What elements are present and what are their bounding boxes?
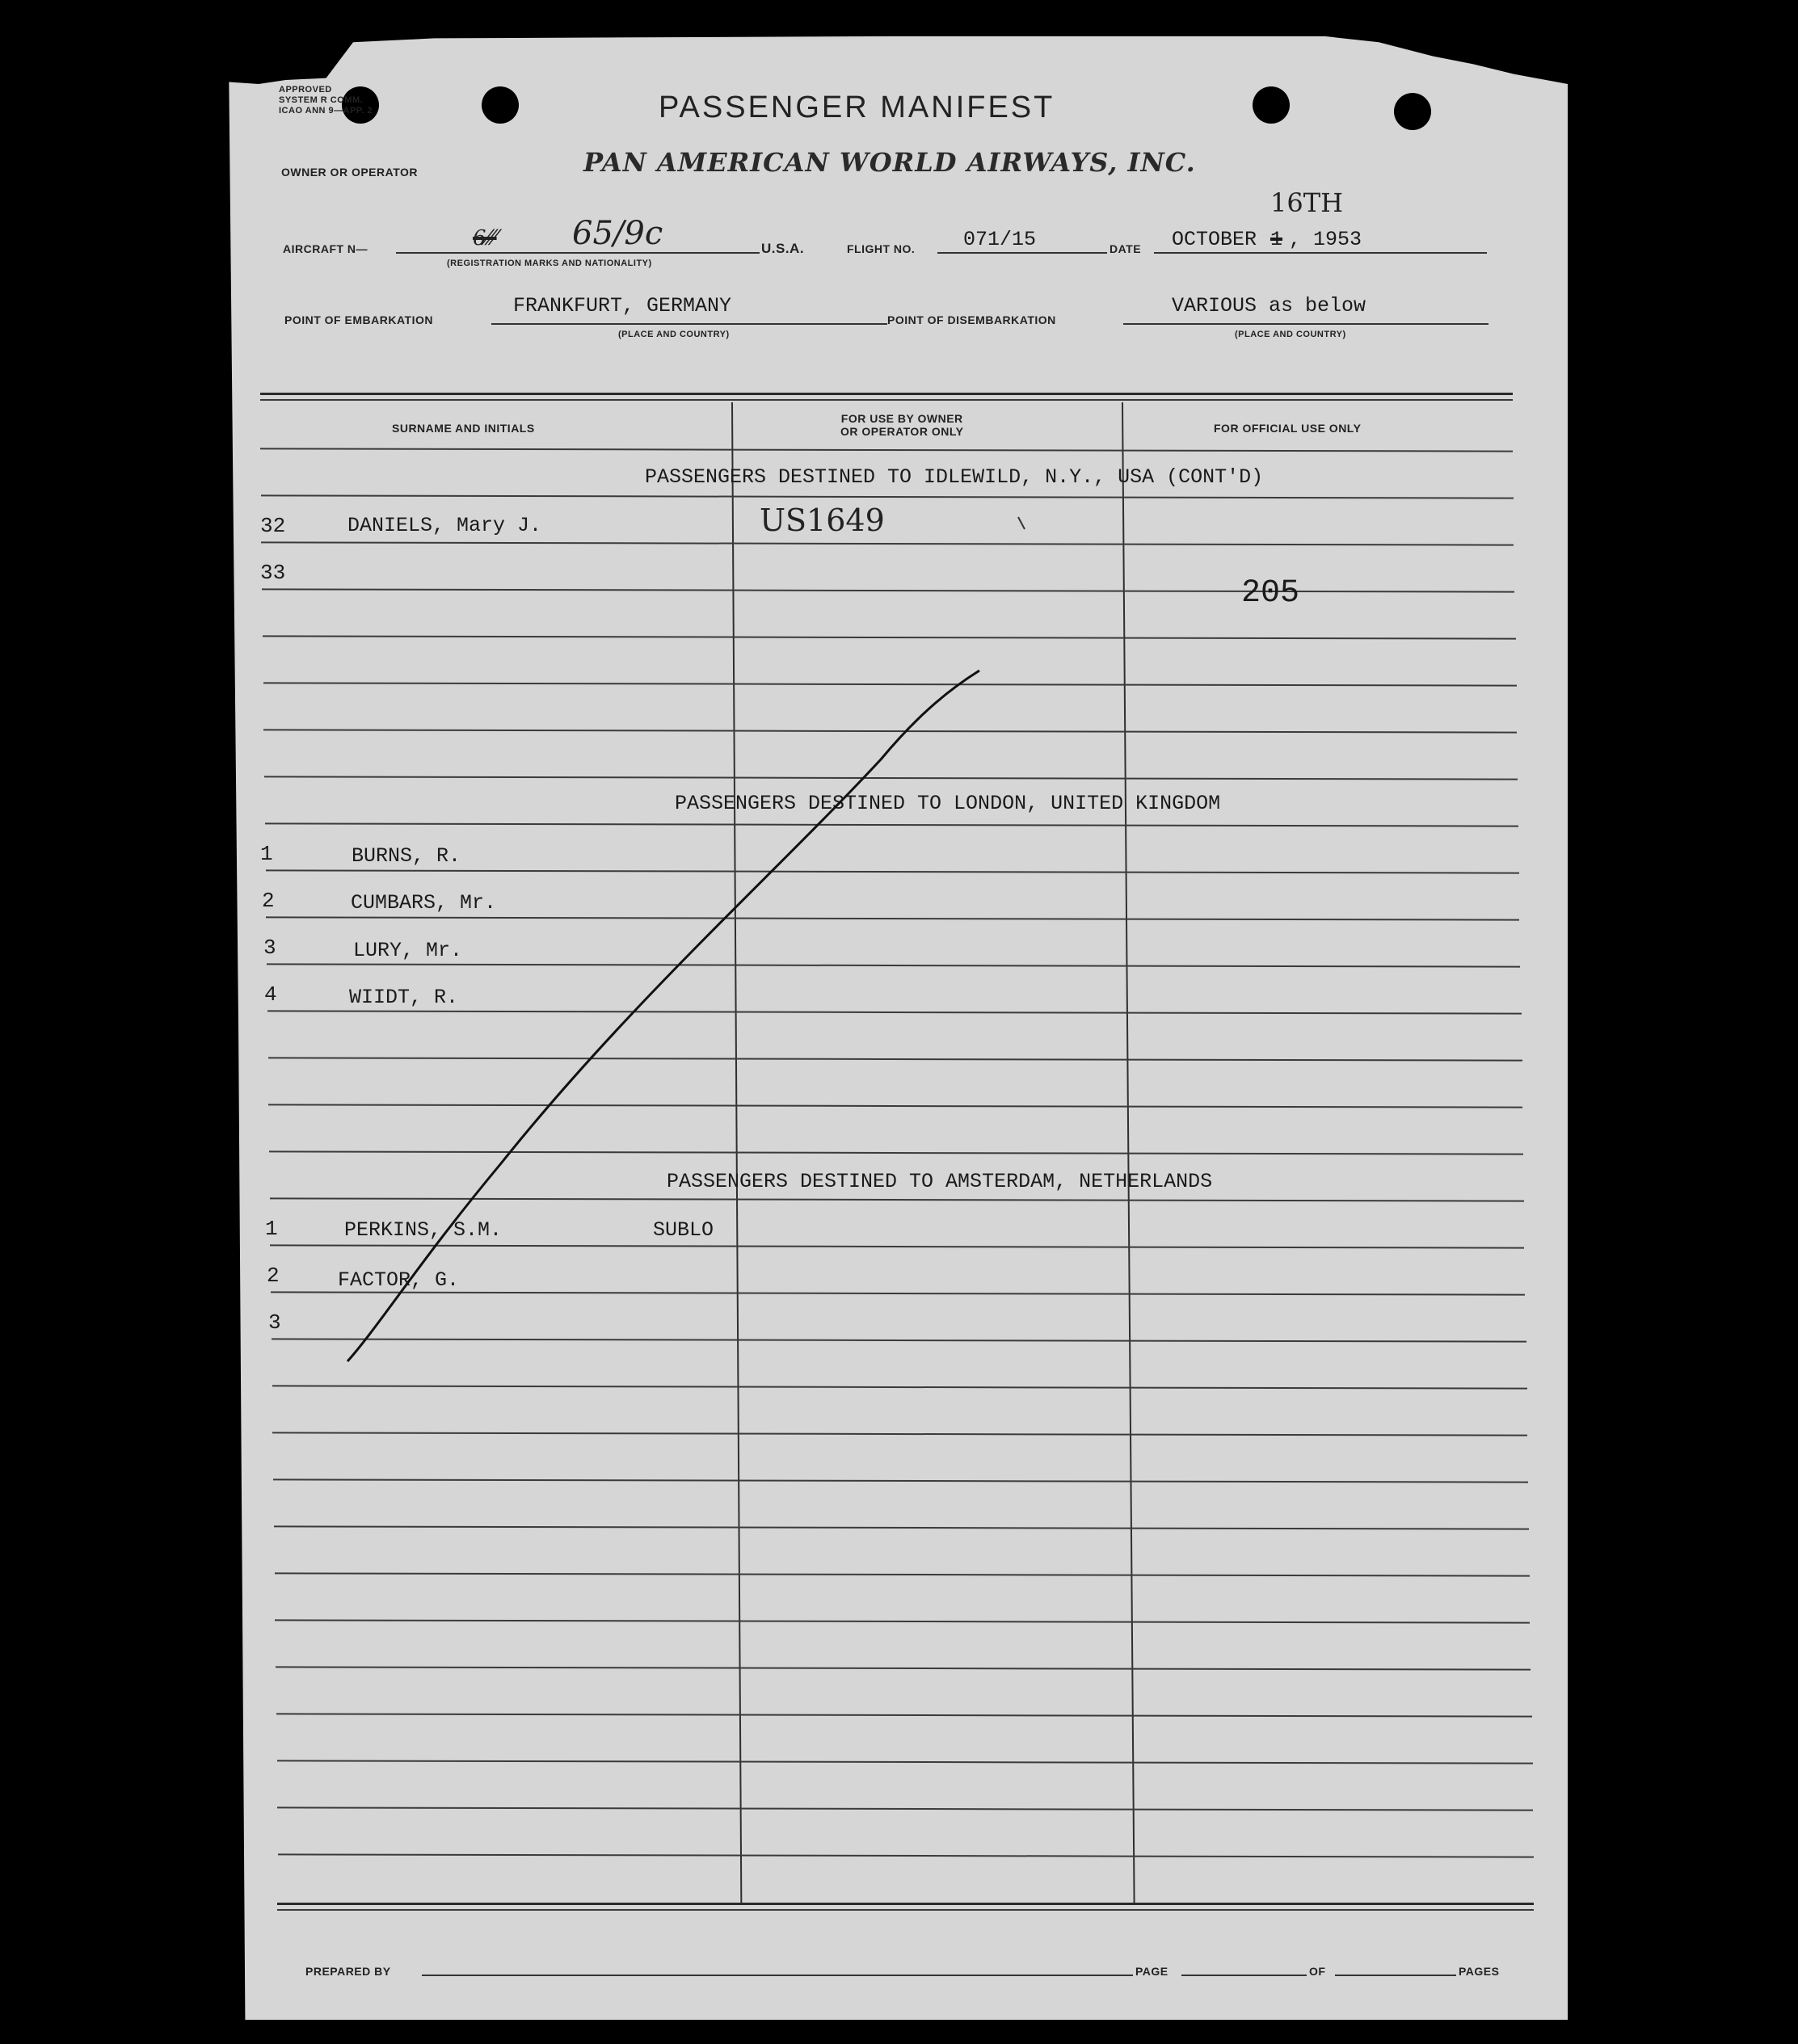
section-heading-amsterdam: PASSENGERS DESTINED TO AMSTERDAM, NETHERLANDS [667, 1170, 1213, 1193]
date-year: , 1953 [1289, 228, 1362, 251]
passenger-name: CUMBARS, Mr. [351, 891, 497, 915]
flight-value: 071/15 [963, 228, 1037, 251]
passenger-name: BURNS, R. [352, 844, 461, 868]
row-number: 2 [262, 889, 275, 913]
passenger-name: FACTOR, G. [338, 1268, 460, 1292]
page-title: PASSENGER MANIFEST [659, 90, 1055, 124]
embark-caption: (PLACE AND COUNTRY) [618, 330, 730, 339]
row-number: 4 [264, 982, 277, 1007]
row-number: 3 [263, 936, 276, 960]
row-number: 1 [265, 1217, 278, 1241]
flight-label: FLIGHT NO. [847, 242, 916, 255]
passenger-note: SUBLO [653, 1218, 714, 1242]
aircraft-label: AIRCRAFT N— [283, 242, 368, 255]
passenger-name: WIIDT, R. [349, 986, 459, 1009]
of-label: OF [1309, 1965, 1326, 1978]
approval-note: APPROVED SYSTEM R COMM. ICAO ANN 9—APP. 2 [279, 85, 373, 116]
date-struck: 1 [1270, 228, 1283, 251]
aircraft-value: 65/9c [572, 215, 663, 252]
row-number: 1 [260, 842, 273, 866]
owner-label: OWNER OR OPERATOR [281, 166, 418, 179]
disembark-value: VARIOUS as below [1172, 294, 1366, 318]
page-label: PAGE [1135, 1965, 1168, 1978]
passenger-name: PERKINS, S.M. [344, 1218, 503, 1242]
passenger-name: DANIELS, Mary J. [347, 514, 542, 537]
company-name: PAN AMERICAN WORLD AIRWAYS, INC. [583, 147, 1196, 178]
disembark-caption: (PLACE AND COUNTRY) [1235, 330, 1346, 339]
embark-label: POINT OF EMBARKATION [284, 313, 433, 326]
pages-label: PAGES [1459, 1965, 1500, 1978]
row-number: 32 [260, 514, 286, 538]
section-heading-idlewild: PASSENGERS DESTINED TO IDLEWILD, N.Y., USA (CONT'D) [645, 465, 1264, 489]
row-number: 2 [267, 1264, 280, 1288]
row-number: 33 [260, 561, 286, 585]
col-surname-header: SURNAME AND INITIALS [392, 422, 535, 435]
row-number: 3 [268, 1310, 281, 1335]
embark-value: FRANKFURT, GERMANY [513, 294, 732, 318]
stamp-number: 205 [1241, 575, 1300, 612]
passenger-note: US1649 [760, 503, 885, 538]
section-heading-london: PASSENGERS DESTINED TO LONDON, UNITED KINGDOM [675, 792, 1221, 815]
disembark-label: POINT OF DISEMBARKATION [887, 313, 1056, 326]
date-correction: 16TH [1270, 187, 1343, 218]
prepared-by-label: PREPARED BY [305, 1965, 391, 1978]
registration-caption: (REGISTRATION MARKS AND NATIONALITY) [447, 259, 652, 268]
col-official-header: FOR OFFICIAL USE ONLY [1214, 422, 1362, 435]
date-label: DATE [1110, 242, 1142, 255]
country-label: U.S.A. [761, 241, 805, 256]
col-owner-header: FOR USE BY OWNER OR OPERATOR ONLY [840, 412, 964, 438]
passenger-name: LURY, Mr. [353, 939, 463, 962]
aircraft-struck: 6⁄⁄⁄ [473, 226, 497, 250]
date-month: OCTOBER [1172, 228, 1257, 251]
